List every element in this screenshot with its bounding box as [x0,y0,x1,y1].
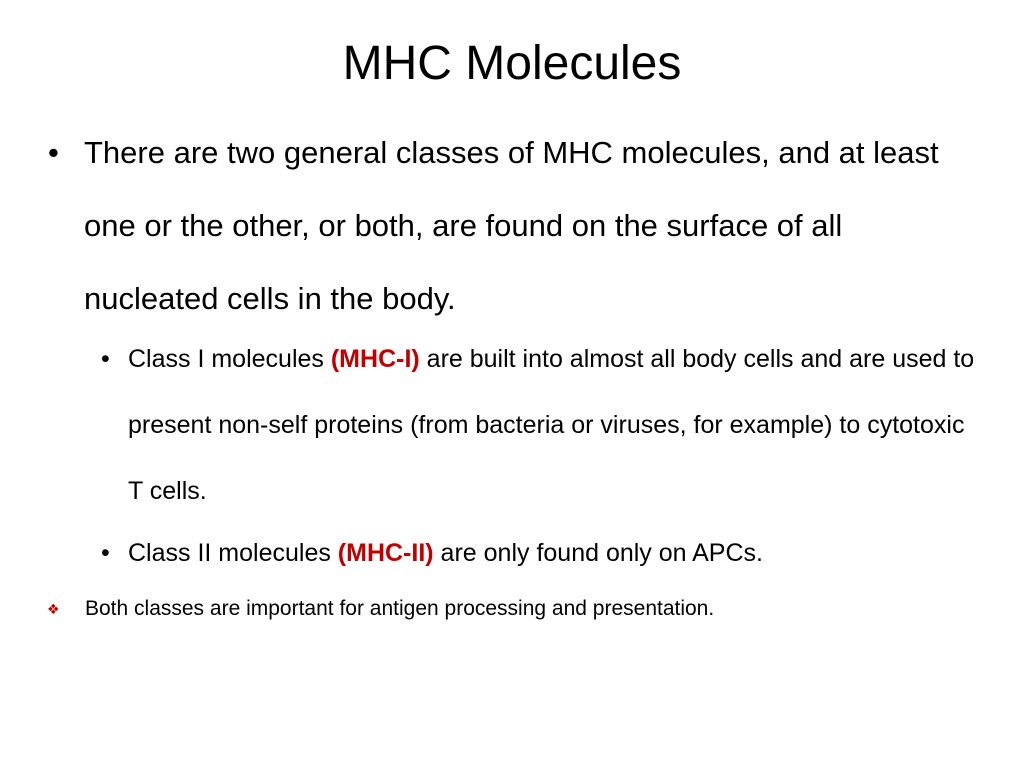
sub-bullet-class-i [101,326,978,524]
mhc-ii-highlight: (MHC-II) [337,539,434,567]
main-bullet-point [48,116,984,335]
sub-bullet-text-before: Class I molecules [128,345,331,373]
summary-note [47,594,985,624]
sub-bullet-text-before: Class II molecules [128,539,338,567]
bullet-icon: • [101,345,110,373]
diamond-bullet-icon: ❖ [47,601,60,617]
bullet-icon: • [101,539,110,567]
slide-title: MHC Molecules [342,37,682,90]
sub-bullet-text-after: are only found only on APCs. [433,539,763,567]
mhc-i-highlight: (MHC-I) [330,345,420,373]
summary-note-text: Both classes are important for antigen processing and presentation. [85,597,715,620]
main-bullet-text: There are two general classes of MHC molecules, and at least one or the other, or both, are found on the surface of all nucleated cells in the body. [84,135,939,316]
sub-bullet-class-ii [101,520,978,586]
bullet-icon: • [48,135,59,170]
sub-bullet-text-after: are built into almost all body cells and are used to present non-self proteins (from bacteria or viruses, for example) to cytotoxic T cells. [128,345,975,505]
